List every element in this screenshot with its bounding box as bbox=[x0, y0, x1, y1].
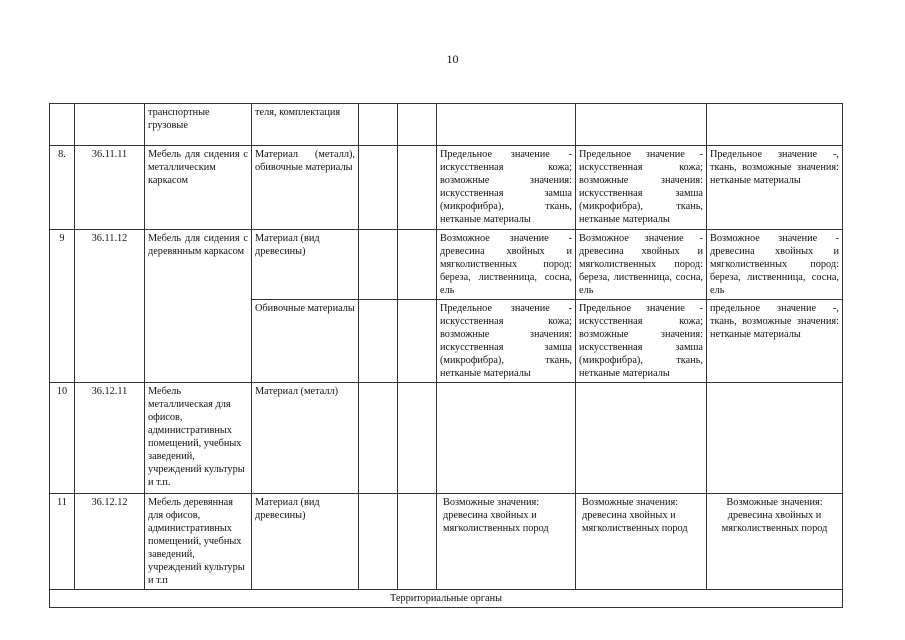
okpd-code-cell: 36.11.11 bbox=[75, 146, 145, 230]
characteristic-cell: Обивочные материалы bbox=[252, 300, 359, 383]
item-name-cell: Мебель для сидения с деревянным каркасом bbox=[145, 230, 252, 383]
value-cell-3: Возможное значение - древесина хвойных и мягколиственных пород: береза, лиственница, сосна, ель bbox=[707, 230, 843, 300]
characteristic-cell: Материал (металл), обивочные материалы bbox=[252, 146, 359, 230]
row-number-cell: 8. bbox=[50, 146, 75, 230]
unit-cell bbox=[359, 230, 398, 300]
characteristic-cell: Материал (вид древесины) bbox=[252, 494, 359, 590]
value-cell-2: Предельное значение - искусственная кожа; возможные значения: искусственная замша (микрофибра), ткань, нетканые материалы bbox=[576, 146, 707, 230]
value-cell-3 bbox=[707, 383, 843, 494]
value-cell-3: предельное значение -, ткань, возможные значения: нетканые материалы bbox=[707, 300, 843, 383]
value-cell-1: Возможное значение - древесина хвойных и мягколиственных пород: береза, лиственница, сосна, ель bbox=[437, 230, 576, 300]
value-cell-1: Предельное значение - искусственная кожа; возможные значения: искусственная замша (микрофибра), ткань, нетканые материалы bbox=[437, 300, 576, 383]
characteristic-cell: Материал (вид древесины) bbox=[252, 230, 359, 300]
unit-name-cell bbox=[398, 230, 437, 300]
unit-cell bbox=[359, 146, 398, 230]
value-cell-2 bbox=[576, 104, 707, 146]
unit-cell bbox=[359, 383, 398, 494]
table-row bbox=[50, 494, 843, 590]
value-cell-2: Предельное значение - искусственная кожа; возможные значения: искусственная замша (микрофибра), ткань, нетканые материалы bbox=[576, 300, 707, 383]
unit-name-cell bbox=[398, 146, 437, 230]
regulation-table bbox=[49, 103, 843, 608]
item-name-cell: Мебель деревянная для офисов, административных помещений, учебных заведений, учреждений культуры и т.п bbox=[145, 494, 252, 590]
row-number-cell: 9 bbox=[50, 230, 75, 383]
value-cell-1: Предельное значение - искусственная кожа; возможные значения: искусственная замша (микрофибра), ткань, нетканые материалы bbox=[437, 146, 576, 230]
table-row bbox=[50, 104, 843, 146]
unit-name-cell bbox=[398, 300, 437, 383]
okpd-code-cell: 36.11.12 bbox=[75, 230, 145, 383]
unit-name-cell bbox=[398, 383, 437, 494]
row-number-cell: 11 bbox=[50, 494, 75, 590]
unit-cell bbox=[359, 300, 398, 383]
table-row bbox=[50, 383, 843, 494]
value-cell-3 bbox=[707, 104, 843, 146]
page-number: 10 bbox=[446, 52, 459, 66]
unit-name-cell bbox=[398, 104, 437, 146]
value-cell-1 bbox=[437, 383, 576, 494]
value-cell-3: Предельное значение -, ткань, возможные значения: нетканые материалы bbox=[707, 146, 843, 230]
unit-name-cell bbox=[398, 494, 437, 590]
row-number-cell: 10 bbox=[50, 383, 75, 494]
unit-cell bbox=[359, 104, 398, 146]
value-cell-1: Возможные значения: древесина хвойных и мягколиственных пород bbox=[437, 494, 576, 590]
item-name-cell: Мебель металлическая для офисов, административных помещений, учебных заведений, учреждений культуры и т.п. bbox=[145, 383, 252, 494]
item-name-cell: Мебель для сидения с металлическим каркасом bbox=[145, 146, 252, 230]
section-label: Территориальные органы bbox=[50, 590, 843, 608]
value-cell-1 bbox=[437, 104, 576, 146]
value-cell-2: Возможное значение - древесина хвойных и мягколиственных пород: береза, лиственница, сосна, ель bbox=[576, 230, 707, 300]
unit-cell bbox=[359, 494, 398, 590]
okpd-code-cell: 36.12.11 bbox=[75, 383, 145, 494]
characteristic-cell: теля, комплектация bbox=[252, 104, 359, 146]
value-cell-2: Возможные значения: древесина хвойных и мягколиственных пород bbox=[576, 494, 707, 590]
table-row bbox=[50, 230, 843, 300]
row-number-cell bbox=[50, 104, 75, 146]
okpd-code-cell: 36.12.12 bbox=[75, 494, 145, 590]
characteristic-cell: Материал (металл) bbox=[252, 383, 359, 494]
section-footer-row bbox=[50, 590, 843, 608]
table-row bbox=[50, 146, 843, 230]
okpd-code-cell bbox=[75, 104, 145, 146]
value-cell-3: Возможные значения: древесина хвойных и мягколиственных пород bbox=[707, 494, 843, 590]
item-name-cell: транспортные грузовые bbox=[145, 104, 252, 146]
value-cell-2 bbox=[576, 383, 707, 494]
